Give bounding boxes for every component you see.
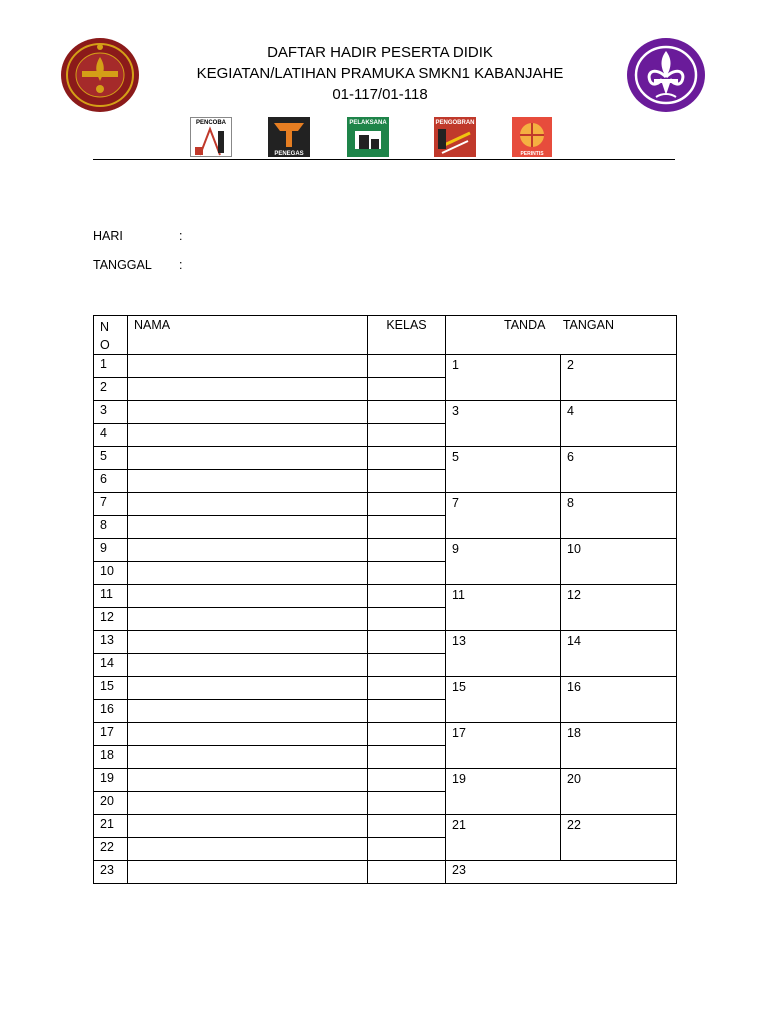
svg-text:PENGOBRAN: PENGOBRAN — [435, 120, 475, 126]
hari-colon: : — [179, 229, 183, 243]
kelas-cell[interactable] — [368, 539, 446, 562]
signature-cell-odd[interactable]: 11 — [446, 585, 561, 631]
table-row — [94, 585, 677, 608]
kelas-cell[interactable] — [368, 838, 446, 861]
title-line-2: KEGIATAN/LATIHAN PRAMUKA SMKN1 KABANJAHE — [196, 65, 564, 82]
kelas-cell[interactable] — [368, 493, 446, 516]
badge-pelaksana — [347, 117, 389, 157]
table-row — [94, 355, 677, 378]
table-header-row — [94, 316, 677, 355]
kelas-cell[interactable] — [368, 746, 446, 769]
badge-perintis — [512, 117, 552, 157]
kelas-cell[interactable] — [368, 585, 446, 608]
kelas-cell[interactable] — [368, 677, 446, 700]
row-number: 21 — [94, 815, 128, 838]
nama-cell[interactable] — [128, 700, 368, 723]
signature-cell-even[interactable]: 4 — [561, 401, 677, 447]
badge-pencoba — [190, 117, 232, 157]
kelas-cell[interactable] — [368, 378, 446, 401]
kelas-cell[interactable] — [368, 516, 446, 539]
row-number: 17 — [94, 723, 128, 746]
signature-cell-even[interactable]: 22 — [561, 815, 677, 861]
table-row — [94, 539, 677, 562]
nama-cell[interactable] — [128, 769, 368, 792]
kelas-cell[interactable] — [368, 424, 446, 447]
badge-pengobran — [434, 117, 476, 157]
nama-cell[interactable] — [128, 493, 368, 516]
signature-cell-even[interactable]: 10 — [561, 539, 677, 585]
tangan-label: TANGAN — [562, 318, 614, 332]
row-number: 22 — [94, 838, 128, 861]
nama-cell[interactable] — [128, 562, 368, 585]
nama-cell[interactable] — [128, 654, 368, 677]
row-number: 8 — [94, 516, 128, 539]
table-row — [94, 493, 677, 516]
row-number: 19 — [94, 769, 128, 792]
signature-cell[interactable]: 23 — [446, 861, 677, 884]
nama-cell[interactable] — [128, 355, 368, 378]
kelas-cell[interactable] — [368, 815, 446, 838]
row-number: 7 — [94, 493, 128, 516]
signature-cell-odd[interactable]: 5 — [446, 447, 561, 493]
header-divider — [93, 159, 675, 160]
table-row — [94, 769, 677, 792]
row-number: 1 — [94, 355, 128, 378]
row-number: 10 — [94, 562, 128, 585]
signature-cell-even[interactable]: 2 — [561, 355, 677, 401]
nama-cell[interactable] — [128, 608, 368, 631]
attendance-table — [93, 315, 677, 884]
nama-cell[interactable] — [128, 861, 368, 884]
row-number: 11 — [94, 585, 128, 608]
kelas-cell[interactable] — [368, 562, 446, 585]
col-kelas-header: KELAS — [368, 316, 446, 355]
signature-cell-odd[interactable]: 9 — [446, 539, 561, 585]
nama-cell[interactable] — [128, 516, 368, 539]
row-number: 4 — [94, 424, 128, 447]
row-number: 2 — [94, 378, 128, 401]
signature-cell-odd[interactable]: 15 — [446, 677, 561, 723]
nama-cell[interactable] — [128, 447, 368, 470]
table-row — [94, 861, 677, 884]
row-number: 6 — [94, 470, 128, 493]
kelas-cell[interactable] — [368, 861, 446, 884]
row-number: 23 — [94, 861, 128, 884]
kelas-cell[interactable] — [368, 355, 446, 378]
tanda-label: TANDA — [504, 318, 546, 332]
rank-badges — [0, 117, 768, 159]
nama-cell[interactable] — [128, 815, 368, 838]
row-number: 15 — [94, 677, 128, 700]
kelas-cell[interactable] — [368, 723, 446, 746]
nama-cell[interactable] — [128, 792, 368, 815]
signature-cell-even[interactable]: 12 — [561, 585, 677, 631]
row-number: 5 — [94, 447, 128, 470]
tanggal-colon: : — [179, 258, 183, 272]
wosm-fleur-de-lis-logo — [626, 37, 706, 113]
hari-label: HARI — [93, 229, 123, 243]
col-tanda-tangan-header — [446, 316, 677, 355]
signature-cell-odd[interactable]: 7 — [446, 493, 561, 539]
kelas-cell[interactable] — [368, 470, 446, 493]
signature-cell-even[interactable]: 14 — [561, 631, 677, 677]
kelas-cell[interactable] — [368, 654, 446, 677]
nama-cell[interactable] — [128, 746, 368, 769]
signature-cell-odd[interactable]: 13 — [446, 631, 561, 677]
table-row — [94, 815, 677, 838]
signature-cell-even[interactable]: 6 — [561, 447, 677, 493]
kelas-cell[interactable] — [368, 769, 446, 792]
row-number: 9 — [94, 539, 128, 562]
gerakan-pramuka-logo — [60, 37, 140, 113]
tanggal-field — [93, 258, 182, 272]
nama-cell[interactable] — [128, 723, 368, 746]
nama-cell[interactable] — [128, 539, 368, 562]
nama-cell[interactable] — [128, 424, 368, 447]
kelas-cell[interactable] — [368, 631, 446, 654]
row-number: 18 — [94, 746, 128, 769]
svg-text:PENCOBA: PENCOBA — [195, 120, 227, 126]
table-row — [94, 631, 677, 654]
signature-cell-even[interactable]: 8 — [561, 493, 677, 539]
kelas-cell[interactable] — [368, 401, 446, 424]
signature-cell-odd[interactable]: 3 — [446, 401, 561, 447]
row-number: 16 — [94, 700, 128, 723]
nama-cell[interactable] — [128, 401, 368, 424]
title-line-1: DAFTAR HADIR PESERTA DIDIK — [267, 44, 493, 61]
hari-field — [93, 229, 182, 243]
nama-cell[interactable] — [128, 585, 368, 608]
table-row — [94, 677, 677, 700]
signature-cell-even[interactable]: 20 — [561, 769, 677, 815]
row-number: 13 — [94, 631, 128, 654]
nama-cell[interactable] — [128, 838, 368, 861]
kelas-cell[interactable] — [368, 447, 446, 470]
svg-text:PERINTIS: PERINTIS — [520, 151, 544, 157]
row-number: 20 — [94, 792, 128, 815]
document-title — [160, 42, 600, 105]
signature-cell-odd[interactable]: 21 — [446, 815, 561, 861]
nama-cell[interactable] — [128, 378, 368, 401]
svg-text:PELAKSANA: PELAKSANA — [349, 120, 387, 126]
signature-cell-odd[interactable]: 1 — [446, 355, 561, 401]
badge-penegas — [268, 117, 310, 157]
row-number: 14 — [94, 654, 128, 677]
kelas-cell[interactable] — [368, 700, 446, 723]
nama-cell[interactable] — [128, 631, 368, 654]
row-number: 12 — [94, 608, 128, 631]
kelas-cell[interactable] — [368, 608, 446, 631]
tanggal-label: TANGGAL — [93, 258, 152, 272]
col-nama-header: NAMA — [128, 316, 368, 355]
nama-cell[interactable] — [128, 470, 368, 493]
kelas-cell[interactable] — [368, 792, 446, 815]
table-row — [94, 723, 677, 746]
svg-text:PENEGAS: PENEGAS — [274, 151, 304, 157]
table-row — [94, 447, 677, 470]
signature-cell-even[interactable]: 16 — [561, 677, 677, 723]
title-line-3: 01-117/01-118 — [332, 86, 428, 103]
row-number: 3 — [94, 401, 128, 424]
table-row — [94, 401, 677, 424]
nama-cell[interactable] — [128, 677, 368, 700]
signature-cell-even[interactable]: 18 — [561, 723, 677, 769]
signature-cell-odd[interactable]: 17 — [446, 723, 561, 769]
signature-cell-odd[interactable]: 19 — [446, 769, 561, 815]
col-no-header: N O — [94, 316, 128, 355]
